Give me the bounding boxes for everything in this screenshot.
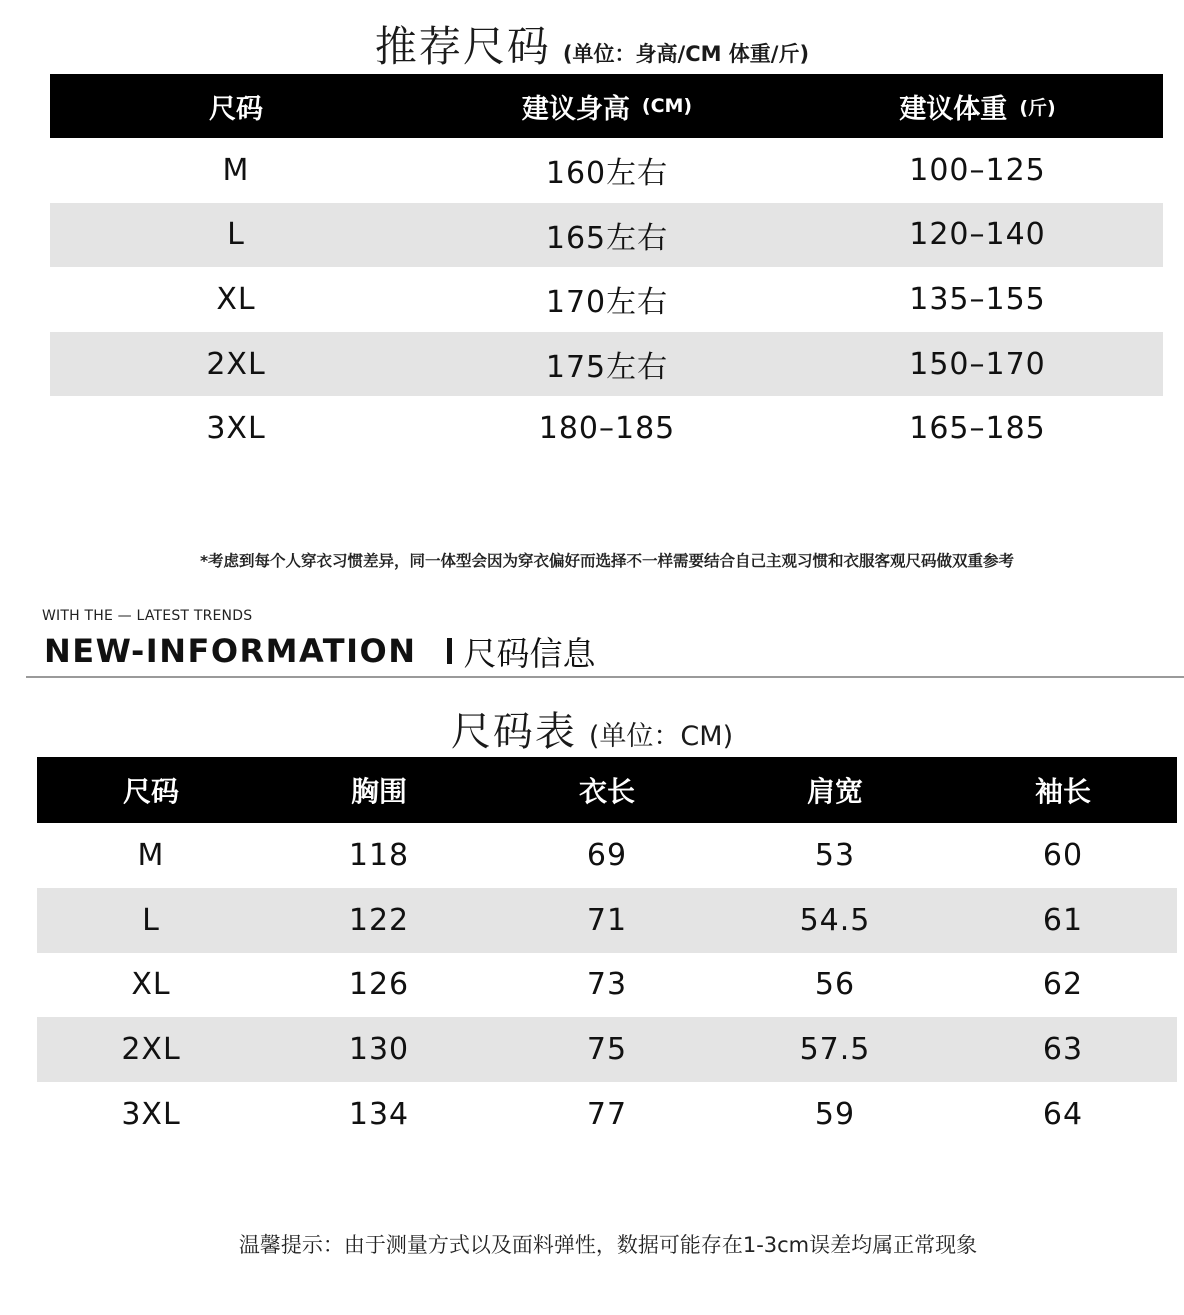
header-label: 建议体重 <box>899 93 1008 125</box>
size-chart-unit-note: (单位：CM) <box>588 721 734 752</box>
height-cell: 170左右 <box>545 285 669 321</box>
shoulder-cell: 59 <box>814 1097 856 1133</box>
weight-cell: 165–185 <box>909 411 1046 447</box>
header-cell-chest: 胸围 <box>350 775 407 808</box>
sleeve-cell: 63 <box>1042 1032 1084 1068</box>
size-cell: L <box>142 902 160 938</box>
header-cell-length: 衣长 <box>578 775 635 808</box>
size-cell: L <box>227 217 245 253</box>
sleeve-cell: 60 <box>1042 837 1084 873</box>
height-cell: 180–185 <box>538 411 676 447</box>
length-cell: 75 <box>586 1032 628 1068</box>
table-row <box>37 1017 1177 1082</box>
sleeve-cell: 64 <box>1042 1097 1084 1133</box>
header-unit: (斤) <box>1019 96 1056 119</box>
height-cell: 165左右 <box>545 220 669 256</box>
recommend-table-header <box>50 74 1163 138</box>
recommend-footnote: *考虑到每个人穿衣习惯差异，同一体型会因为穿衣偏好而选择不一样需要结合自己主观习惯和衣服客观尺码做双重参考 <box>199 552 1015 570</box>
size-cell: XL <box>131 967 171 1003</box>
shoulder-cell: 57.5 <box>799 1032 871 1068</box>
banner-separator-bar <box>447 638 452 664</box>
height-cell: 175左右 <box>545 350 669 386</box>
chest-cell: 134 <box>348 1097 410 1133</box>
size-cell: 3XL <box>121 1097 181 1133</box>
header-unit: (CM) <box>641 95 693 117</box>
header-cell-sleeve: 袖长 <box>1034 775 1091 808</box>
recommend-title <box>0 14 1184 70</box>
recommend-title-text: 推荐尺码 <box>374 22 551 71</box>
table-row <box>50 396 1163 461</box>
length-cell: 71 <box>586 902 628 938</box>
sleeve-cell: 62 <box>1042 967 1084 1003</box>
chest-cell: 130 <box>348 1032 410 1068</box>
length-cell: 69 <box>586 837 628 873</box>
weight-cell: 100–125 <box>909 152 1046 188</box>
weight-cell: 150–170 <box>909 346 1046 382</box>
header-cell-shoulder: 肩宽 <box>806 775 863 808</box>
size-cell: 3XL <box>206 411 266 447</box>
header-label: 建议身高 <box>521 93 630 125</box>
header-cell-size: 尺码 <box>122 775 179 808</box>
sleeve-cell: 61 <box>1042 902 1084 938</box>
size-cell: 2XL <box>206 346 266 382</box>
header-cell-height <box>422 74 792 138</box>
table-row <box>37 888 1177 953</box>
banner-chinese-title: 尺码信息 <box>463 633 596 673</box>
header-cell-weight <box>792 74 1163 138</box>
size-chart-title <box>0 700 1184 755</box>
weight-cell: 120–140 <box>909 217 1046 253</box>
recommend-unit-note: (单位：身高/CM 体重/斤) <box>562 42 810 66</box>
header-cell-size <box>50 74 422 138</box>
section-divider <box>26 676 1184 678</box>
size-chart-table <box>37 757 1177 1147</box>
section-banner <box>44 628 596 674</box>
shoulder-cell: 56 <box>814 967 856 1003</box>
table-row <box>37 1082 1177 1147</box>
height-cell: 160左右 <box>545 156 669 192</box>
table-row <box>37 823 1177 888</box>
chest-cell: 118 <box>348 837 410 873</box>
size-cell: XL <box>216 281 256 317</box>
table-row <box>50 138 1163 203</box>
weight-cell: 135–155 <box>909 281 1046 317</box>
table-row <box>50 203 1163 268</box>
size-chart-header <box>37 757 1177 823</box>
chest-cell: 122 <box>348 902 410 938</box>
shoulder-cell: 54.5 <box>799 902 871 938</box>
size-chart-footnote: 温馨提示：由于测量方式以及面料弹性，数据可能存在1-3cm误差均属正常现象 <box>238 1233 978 1257</box>
banner-english-title: NEW-INFORMATION <box>44 632 417 670</box>
chest-cell: 126 <box>348 967 410 1003</box>
size-chart-title-text: 尺码表 <box>450 709 577 755</box>
size-cell: 2XL <box>121 1032 181 1068</box>
shoulder-cell: 53 <box>814 837 856 873</box>
table-row <box>37 953 1177 1018</box>
length-cell: 73 <box>586 967 628 1003</box>
table-row <box>50 332 1163 397</box>
banner-kicker: WITH THE — LATEST TRENDS <box>42 608 253 624</box>
length-cell: 77 <box>586 1097 628 1133</box>
size-cell: M <box>222 152 250 188</box>
recommend-size-table <box>50 74 1163 461</box>
size-cell: M <box>137 837 165 873</box>
header-label: 尺码 <box>209 93 263 125</box>
table-row <box>50 267 1163 332</box>
